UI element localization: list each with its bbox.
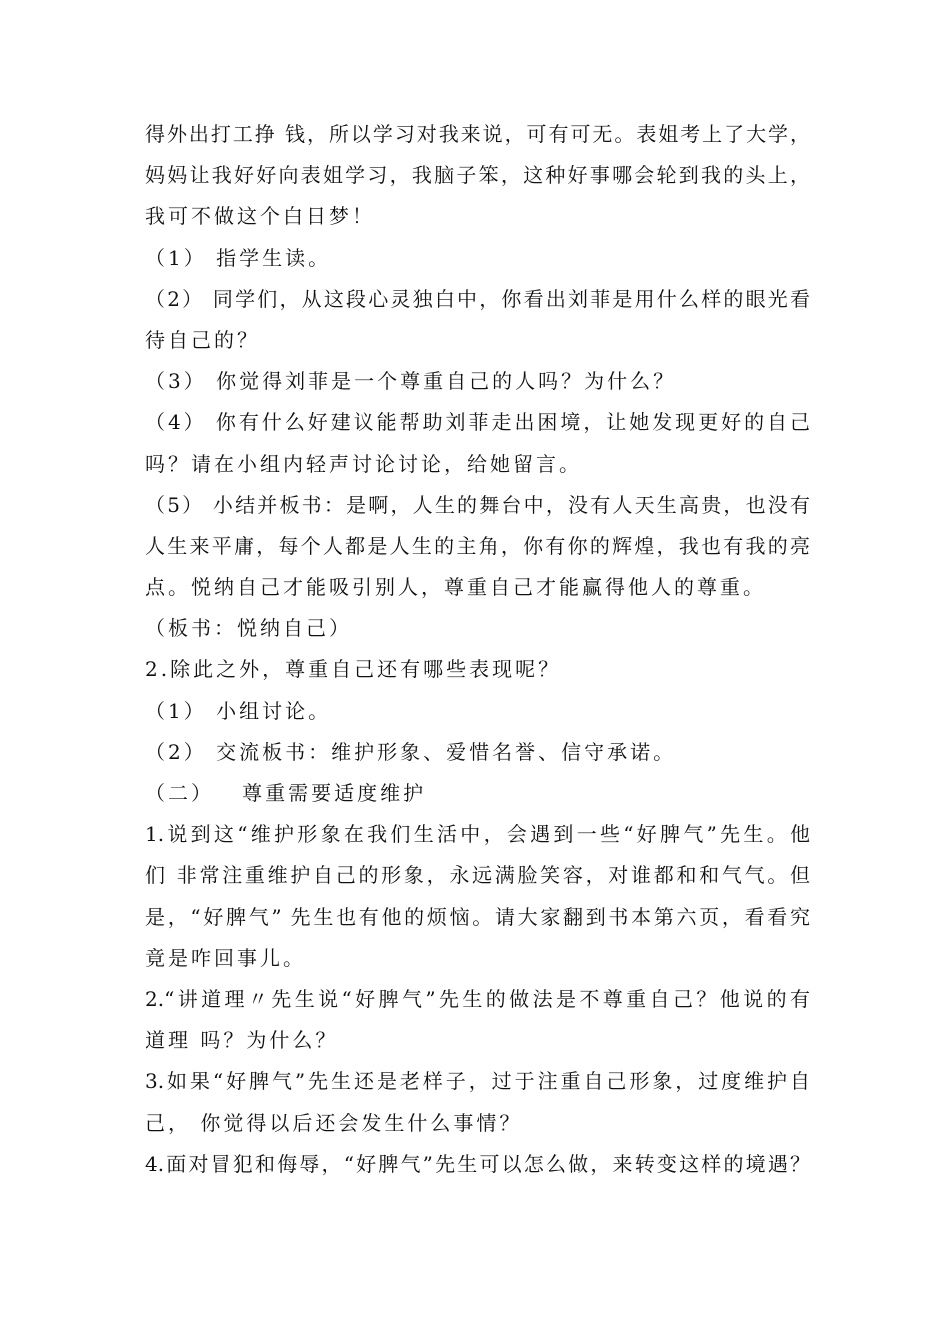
- text-line-10: （5） 小结并板书：是啊，人生的舞台中，没有人天生高贵，也没有: [145, 492, 810, 517]
- text-line-5: （2） 同学们，从这段心灵独白中，你看出刘菲是用什么样的眼光看: [145, 286, 810, 311]
- document-body: [145, 114, 810, 1185]
- text-line-20: 是，“好脾气” 先生也有他的烦恼。请大家翻到书本第六页，看看究: [145, 904, 810, 929]
- section-heading: （二） 尊重需要适度维护: [145, 781, 427, 805]
- text-line-4: （1） 指学生读。: [145, 245, 332, 270]
- text-line-1: 得外出打工挣 钱，所以学习对我来说，可有可无。表姐考上了大学，: [145, 122, 810, 146]
- text-line-22: 2.“讲道理〃先生说“好脾气”先生的做法是不尊重自己？他说的有: [145, 986, 810, 1011]
- text-line-23: 道理 吗？为什么？: [145, 1028, 339, 1053]
- text-line-13: （板书：悦纳自己）: [145, 616, 352, 641]
- text-line-7: （3） 你觉得刘菲是一个尊重自己的人吗？为什么？: [145, 369, 677, 394]
- text-line-24: 3.如果“好脾气”先生还是老样子，过于注重自己形象，过度维护自: [145, 1069, 810, 1094]
- text-line-26: 4.面对冒犯和侮辱，“好脾气”先生可以怎么做，来转变这样的境遇？: [145, 1151, 810, 1176]
- text-line-3: 我可不做这个白日梦！: [145, 204, 375, 229]
- text-line-6: 待自己的？: [145, 327, 260, 352]
- text-line-12: 点。悦纳自己才能吸引别人，尊重自己才能赢得他人的尊重。: [145, 575, 766, 600]
- text-line-21: 竟是咋回事儿。: [145, 945, 306, 970]
- text-line-14: 2.除此之外，尊重自己还有哪些表现呢？: [145, 657, 562, 682]
- text-line-18: 1.说到这“维护形象在我们生活中，会遇到一些“好脾气”先生。他: [145, 822, 810, 847]
- text-line-9: 吗？请在小组内轻声讨论讨论，给她留言。: [145, 451, 582, 476]
- text-line-2: 妈妈让我好好向表姐学习，我脑子笨，这种好事哪会轮到我的头上，: [145, 163, 810, 188]
- text-line-16: （2） 交流板书：维护形象、爱惜名誉、信守承诺。: [145, 739, 677, 764]
- text-line-19: 们 非常注重维护自己的形象，永远满脸笑容，对谁都和和气气。但: [145, 863, 810, 888]
- text-line-8: （4） 你有什么好建议能帮助刘菲走出困境，让她发现更好的自己: [145, 410, 810, 435]
- text-line-15: （1） 小组讨论。: [145, 698, 332, 723]
- text-line-11: 人生来平庸，每个人都是人生的主角，你有你的辉煌，我也有我的亮: [145, 533, 810, 558]
- text-line-25: 己， 你觉得以后还会发生什么事情？: [145, 1110, 523, 1135]
